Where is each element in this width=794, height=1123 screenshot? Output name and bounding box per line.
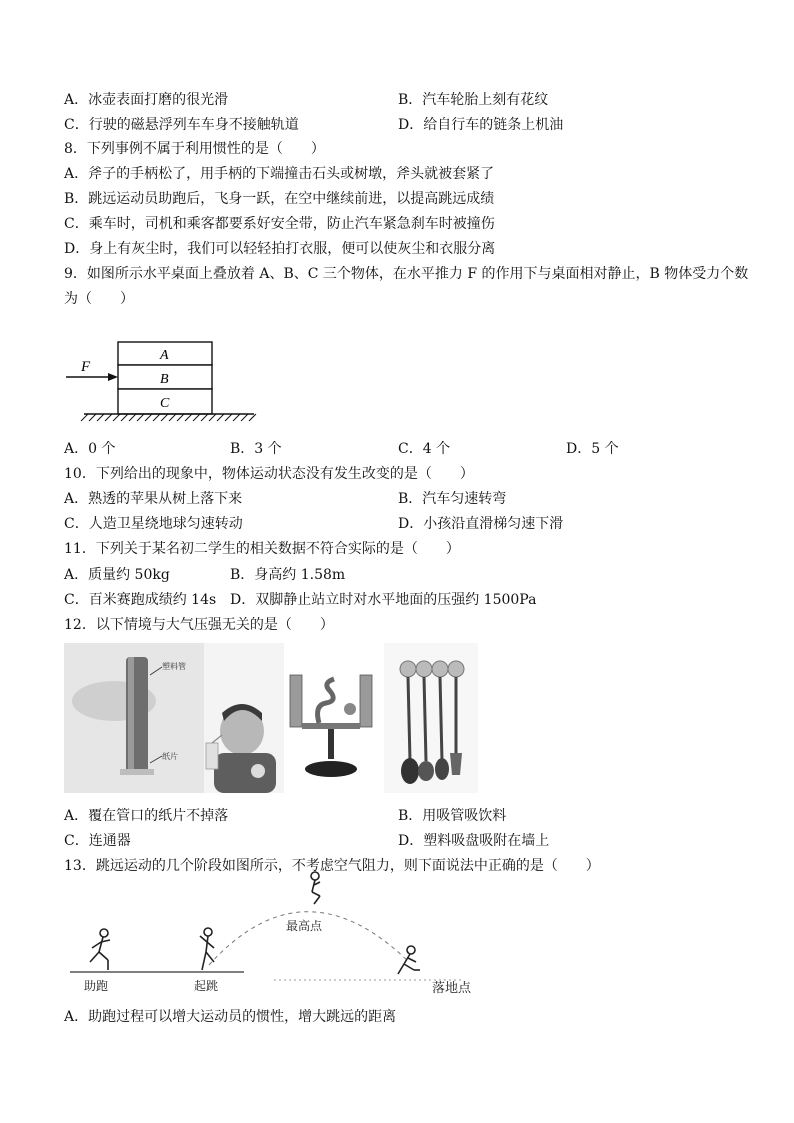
q13-stem: 13．跳远运动的几个阶段如图所示，不考虑空气阻力，则下面说法中正确的是（ ）	[64, 858, 600, 874]
q12-option-b: B．用吸管吸饮料	[398, 808, 507, 824]
landing-point-label: 落地点	[432, 980, 472, 995]
q8-option-b: B．跳远运动员助跑后，飞身一跃，在空中继续前进，以提高跳远成绩	[64, 191, 495, 207]
suction-hooks-photo	[384, 643, 478, 793]
force-arrowhead	[108, 373, 118, 381]
block-c-label: C	[160, 396, 170, 411]
q9-stacked-blocks-figure	[64, 335, 274, 425]
q11-option-c: C．百米赛跑成绩约 14s	[64, 592, 217, 608]
block-b-label: B	[160, 372, 169, 387]
q12-option-d: D．塑料吸盘吸附在墙上	[398, 833, 550, 849]
highest-point-label: 最高点	[286, 919, 323, 933]
paper-label: 纸片	[162, 752, 178, 761]
q7-option-b: B．汽车轮胎上刻有花纹	[398, 92, 549, 108]
takeoff-figure	[200, 928, 214, 970]
q9-option-c: C．4 个	[398, 441, 451, 457]
q10-option-c: C．人造卫星绕地球匀速转动	[64, 516, 243, 532]
ground-hatching	[81, 414, 256, 421]
q11-stem: 11．下列关于某名初二学生的相关数据不符合实际的是（ ）	[64, 541, 460, 557]
q11-option-b: B．身高约 1.58m	[230, 567, 346, 583]
q12-photo-strip	[64, 643, 478, 793]
q9-option-d: D．5 个	[566, 441, 619, 457]
q7-option-a: A．冰壶表面打磨的很光滑	[64, 92, 229, 108]
q12-option-a: A．覆在管口的纸片不掉落	[64, 808, 229, 824]
q13-long-jump-figure	[64, 870, 484, 1000]
takeoff-label: 起跳	[194, 979, 219, 993]
q12-option-c: C．连通器	[64, 833, 131, 849]
q8-stem: 8．下列事例不属于利用惯性的是（ ）	[64, 141, 325, 157]
q8-option-d: D．身上有灰尘时，我们可以轻轻拍打衣服，便可以使灰尘和衣服分离	[64, 241, 496, 257]
q11-option-d: D．双脚静止站立时对水平地面的压强约 1500Pa	[230, 592, 537, 608]
tube-label: 塑料管	[162, 662, 186, 671]
q10-option-b: B．汽车匀速转弯	[398, 491, 507, 507]
q11-option-a: A．质量约 50kg	[64, 567, 170, 583]
q13-option-a: A．助跑过程可以增大运动员的惯性，增大跳远的距离	[64, 1009, 397, 1025]
highest-point-figure	[311, 872, 320, 904]
q9-option-b: B．3 个	[230, 441, 282, 457]
q10-stem: 10．下列给出的现象中，物体运动状态没有发生改变的是（ ）	[64, 466, 474, 482]
tube-paper-photo	[64, 643, 204, 793]
q10-option-a: A．熟透的苹果从树上落下来	[64, 491, 243, 507]
q8-option-c: C．乘车时，司机和乘客都要系好安全带，防止汽车紧急刹车时被撞伤	[64, 216, 495, 232]
q10-option-d: D．小孩沿直滑梯匀速下滑	[398, 516, 564, 532]
q7-option-c: C．行驶的磁悬浮列车车身不接触轨道	[64, 117, 299, 133]
runner-figure	[90, 929, 110, 970]
q8-option-a: A．斧子的手柄松了，用手柄的下端撞击石头或树墩，斧头就被套紧了	[64, 166, 495, 182]
q9-option-a: A．0 个	[64, 441, 116, 457]
q7-option-d: D．给自行车的链条上机油	[398, 117, 564, 133]
q12-stem: 12．以下情境与大气压强无关的是（ ）	[64, 617, 334, 633]
force-label: F	[81, 359, 91, 375]
q9-stem-line1: 9．如图所示水平桌面上叠放着 A、B、C 三个物体，在水平推力 F 的作用下与桌面相对静止，B 物体受力个数	[64, 266, 749, 282]
boy-drinking-photo	[204, 643, 284, 793]
connected-vessels-photo	[284, 643, 384, 793]
block-a-label: A	[160, 348, 169, 363]
q9-stem-line2: 为（ ）	[64, 291, 134, 307]
run-up-label: 助跑	[84, 979, 109, 993]
landing-figure	[398, 946, 420, 974]
